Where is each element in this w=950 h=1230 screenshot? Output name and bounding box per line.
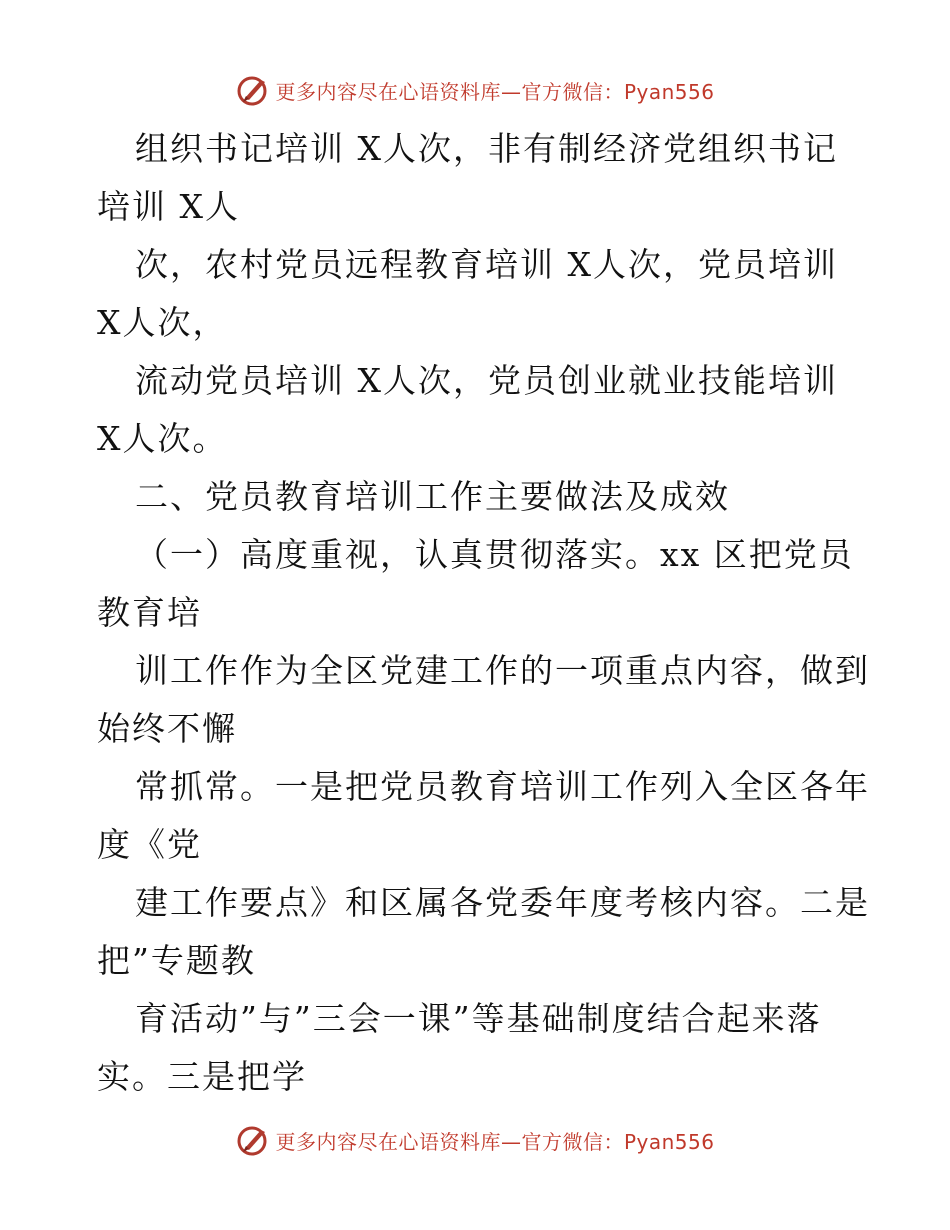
- text-line: 把”专题教: [97, 941, 256, 980]
- text-line: 流动党员培训 X人次，党员创业就业技能培训: [135, 361, 838, 400]
- text-line: X人次，: [97, 303, 228, 342]
- banner-text: 更多内容尽在心语资料库—官方微信：Pyan556: [275, 79, 715, 104]
- text-line: 组织书记培训 X人次，非有制经济党组织书记: [135, 129, 838, 168]
- document-body: [97, 120, 877, 1106]
- text-line: 度《党: [97, 825, 202, 864]
- footer-banner: [0, 1120, 950, 1160]
- text-line: （一）高度重视，认真贯彻落实。xx 区把党员: [135, 535, 854, 574]
- text-line: 次，农村党员远程教育培训 X人次，党员培训: [135, 245, 838, 284]
- text-line: 始终不懈: [97, 709, 237, 748]
- quill-logo-icon: [235, 72, 271, 108]
- text-line: 常抓常。一是把党员教育培训工作列入全区各年: [135, 767, 870, 806]
- header-banner: [0, 70, 950, 110]
- text-line: X人次。: [97, 419, 228, 458]
- banner-text: 更多内容尽在心语资料库—官方微信：Pyan556: [275, 1129, 715, 1154]
- text-line: 育活动”与”三会一课”等基础制度结合起来落: [135, 999, 822, 1038]
- text-line: 建工作要点》和区属各党委年度考核内容。二是: [135, 883, 870, 922]
- text-line: 培训 X人: [97, 187, 240, 226]
- text-line: 教育培: [97, 593, 202, 632]
- quill-logo-icon: [235, 1122, 271, 1158]
- text-line: 实。三是把学: [97, 1057, 307, 1096]
- text-line: 二、党员教育培训工作主要做法及成效: [135, 477, 730, 516]
- text-line: 训工作作为全区党建工作的一项重点内容，做到: [135, 651, 870, 690]
